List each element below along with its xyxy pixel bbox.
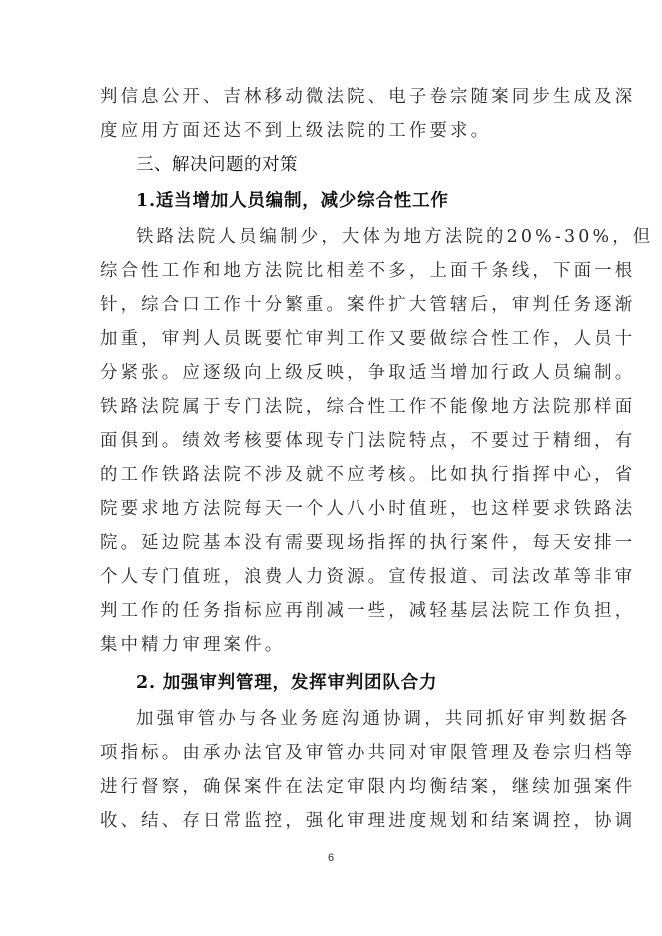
paragraph-line: 针，综合口工作十分繁重。案件扩大管辖后，审判任务逐渐 bbox=[100, 295, 636, 315]
paragraph-line: 院。延边院基本没有需要现场指挥的执行案件，每天安排一 bbox=[100, 533, 636, 553]
body-line: 判信息公开、吉林移动微法院、电子卷宗随案同步生成及深 bbox=[100, 87, 636, 107]
subsection-heading-1: 1.适当增加人员编制，减少综合性工作 bbox=[136, 191, 449, 211]
paragraph-line: 收、结、存日常监控，强化审理进度规划和结案调控，协调 bbox=[100, 811, 636, 831]
subsection-heading-2: 2. 加强审判管理，发挥审判团队合力 bbox=[136, 673, 438, 693]
body-line: 度应用方面还达不到上级法院的工作要求。 bbox=[100, 121, 492, 141]
paragraph-line: 个人专门值班，浪费人力资源。宣传报道、司法改革等非审 bbox=[100, 567, 636, 587]
paragraph-line: 综合性工作和地方法院比相差不多，上面千条线，下面一根 bbox=[100, 261, 636, 281]
paragraph-line: 院要求地方法院每天一个人八小时值班，也这样要求铁路法 bbox=[100, 499, 636, 519]
paragraph-line: 铁路法院人员编制少，大体为地方法院的20%-30%，但 bbox=[136, 227, 654, 247]
paragraph-line: 项指标。由承办法官及审管办共同对审限管理及卷宗归档等 bbox=[100, 743, 636, 763]
paragraph-line: 判工作的任务指标应再削减一些，减轻基层法院工作负担， bbox=[100, 601, 636, 621]
paragraph-line: 进行督察，确保案件在法定审限内均衡结案，继续加强案件 bbox=[100, 777, 636, 797]
paragraph-line: 加重，审判人员既要忙审判工作又要做综合性工作，人员十 bbox=[100, 329, 636, 349]
paragraph-line: 铁路法院属于专门法院，综合性工作不能像地方法院那样面 bbox=[100, 397, 636, 417]
page-number: 6 bbox=[327, 852, 335, 864]
paragraph-line: 集中精力审理案件。 bbox=[100, 635, 286, 655]
paragraph-line: 面俱到。绩效考核要体现专门法院特点，不要过于精细，有 bbox=[100, 431, 636, 451]
paragraph-line: 的工作铁路法院不涉及就不应考核。比如执行指挥中心，省 bbox=[100, 465, 636, 485]
section-heading: 三、解决问题的对策 bbox=[136, 155, 298, 175]
paragraph-line: 分紧张。应逐级向上级反映，争取适当增加行政人员编制。 bbox=[100, 363, 636, 383]
paragraph-line: 加强审管办与各业务庭沟通协调，共同抓好审判数据各 bbox=[136, 709, 631, 729]
